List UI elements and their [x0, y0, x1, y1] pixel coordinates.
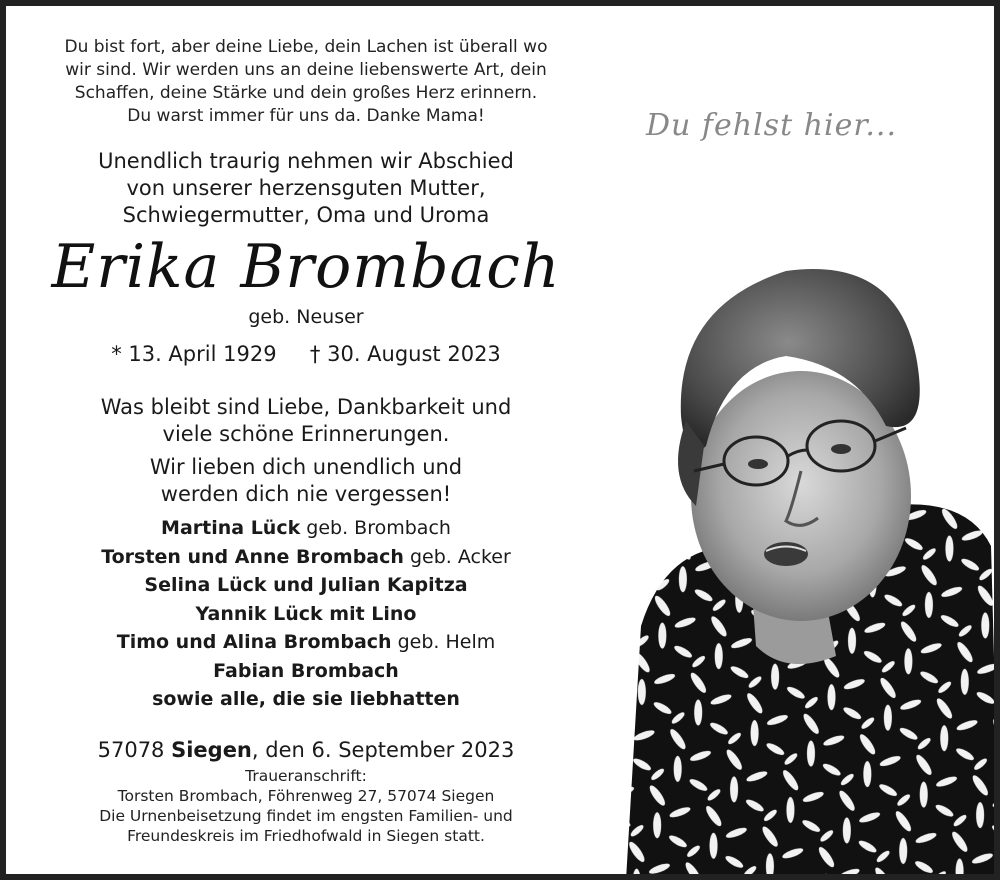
intro-line: wir sind. Wir werden uns an deine liebenswerte Art, dein	[65, 60, 547, 80]
intro-line: Schaffen, deine Stärke und dein großes Herz erinnern.	[74, 83, 538, 103]
mourner-name: Torsten und Anne Brombach	[101, 545, 404, 568]
mourner-name: Yannik Lück mit Lino	[195, 602, 417, 625]
mourner-name: Martina Lück	[161, 517, 301, 539]
mourner-note: geb. Brombach	[300, 517, 451, 539]
mourner-name: Timo und Alina Brombach	[116, 631, 392, 653]
mourner-entry	[26, 685, 586, 714]
city: Siegen	[171, 738, 252, 762]
mourner-entry	[26, 600, 586, 629]
mourning-line: Schwiegermutter, Oma und Uroma	[122, 203, 490, 227]
mourner-name: Fabian Brombach	[213, 659, 399, 682]
mourner-name: Selina Lück und Julian Kapitza	[144, 574, 468, 596]
mourner-entry	[26, 657, 586, 686]
mourner-entry	[26, 543, 586, 572]
intro-verse	[26, 36, 586, 128]
contact-info	[26, 766, 586, 846]
intro-line: Du warst immer für uns da. Danke Mama!	[127, 106, 485, 126]
mourner-note: geb. Helm	[391, 631, 496, 653]
portrait-photo	[586, 246, 1000, 880]
burial-note: Die Urnenbeisetzung findet im engsten Familien- und	[99, 807, 513, 825]
intro-line: Du bist fort, aber deine Liebe, dein Lachen ist überall wo	[64, 37, 548, 57]
tagline: Du fehlst hier...	[646, 108, 897, 143]
quote-line: Wir lieben dich unendlich und	[149, 455, 463, 479]
mourner-entry	[26, 628, 586, 657]
quote-line: Was bleibt sind Liebe, Dankbarkeit und	[100, 395, 512, 419]
postcode: 57078	[97, 738, 172, 762]
mourning-address: Torsten Brombach, Föhrenweg 27, 57074 Siegen	[117, 787, 495, 805]
quote-line: werden dich nie vergessen!	[160, 482, 452, 506]
notice-date: , den 6. September 2023	[251, 738, 515, 762]
quote-line: viele schöne Erinnerungen.	[162, 422, 450, 446]
text-column	[6, 6, 606, 880]
life-dates: * 13. April 1929 † 30. August 2023	[111, 342, 501, 366]
mourner-name: sowie alle, die sie liebhatten	[152, 688, 460, 710]
mourning-statement	[26, 148, 586, 229]
mourner-note: geb. Acker	[403, 545, 511, 568]
mourning-line: Unendlich traurig nehmen wir Abschied	[98, 149, 514, 173]
mourning-line: von unserer herzensguten Mutter,	[126, 176, 486, 200]
mourner-entry	[26, 571, 586, 600]
burial-note: Freundeskreis im Friedhofwald in Siegen statt.	[127, 827, 485, 845]
address-label: Traueranschrift:	[245, 767, 367, 785]
mourner-entry	[26, 514, 586, 543]
place-and-date	[26, 736, 586, 764]
maiden-name: geb. Neuser	[248, 306, 364, 328]
remembrance-quote	[26, 394, 586, 508]
deceased-name: Erika Brombach	[51, 232, 561, 302]
mourners-list	[26, 514, 586, 714]
